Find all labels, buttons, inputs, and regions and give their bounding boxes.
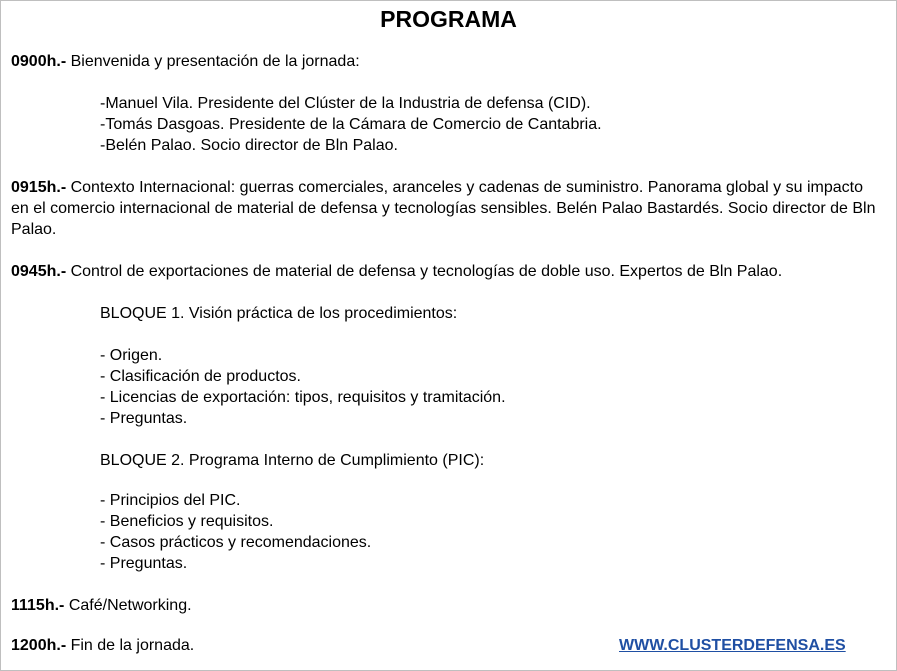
session-text: Fin de la jornada. [66,637,195,654]
list-item: - Preguntas. [100,410,188,427]
session-text: Café/Networking. [64,597,192,614]
list-item: - Beneficios y requisitos. [100,513,274,530]
session-time: 0945h.- [11,263,67,280]
session-1115 [11,595,192,616]
session-1200 [11,635,194,656]
session-time: 1115h.- [11,597,65,614]
page-title: PROGRAMA [380,6,517,32]
session-time: 0900h.- [11,53,67,70]
speaker-item: -Belén Palao. Socio director de Bln Palao. [100,137,398,154]
session-text: Contexto Internacional: guerras comerciales, aranceles y cadenas de suministro. Panorama global y su impacto en el comercio internacional de material de defensa y tecnologías sensibles. Belén Palao Bastardés. Socio director de Bln Palao. [11,179,876,238]
list-item: - Origen. [100,347,163,364]
session-0900 [11,51,360,72]
speaker-item: -Manuel Vila. Presidente del Clúster de la Industria de defensa (CID). [100,95,591,112]
block-heading: BLOQUE 2. Programa Interno de Cumplimiento (PIC): [100,452,485,469]
session-text: Control de exportaciones de material de defensa y tecnologías de doble uso. Expertos de Bln Palao. [66,263,783,280]
list-item: - Licencias de exportación: tipos, requisitos y tramitación. [100,389,506,406]
website-link[interactable]: WWW.CLUSTERDEFENSA.ES [619,637,846,654]
session-0945 [11,261,782,282]
block-heading: BLOQUE 1. Visión práctica de los procedimientos: [100,305,458,322]
list-item: - Principios del PIC. [100,492,241,509]
session-text: Bienvenida y presentación de la jornada: [66,53,360,70]
list-item: - Casos prácticos y recomendaciones. [100,534,372,551]
list-item: - Clasificación de productos. [100,368,301,385]
session-0915 [11,177,885,240]
session-time: 0915h.- [11,179,67,196]
list-item: - Preguntas. [100,555,188,572]
speaker-item: -Tomás Dasgoas. Presidente de la Cámara de Comercio de Cantabria. [100,116,602,133]
session-time: 1200h.- [11,637,67,654]
